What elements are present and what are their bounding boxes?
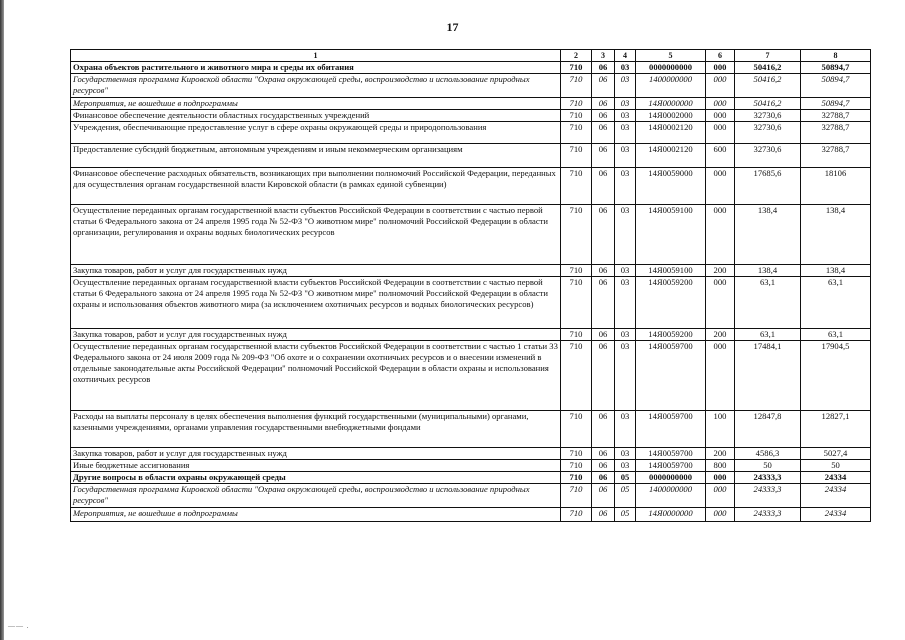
col-header: 8 <box>801 50 871 62</box>
table-row <box>71 110 871 122</box>
table-row <box>71 265 871 277</box>
expense-type: 000 <box>706 341 735 411</box>
row-name: Осуществление переданных органам государственной власти субъектов Российской Федерации в соответствии с частью первой статьи 6 Федерального закона от 24 апреля 1995 года № 52-ФЗ "О животном мире" полномочий Российской Федерации в области охраны и использования объектов животного мира (за исключением охотничьих ресурсов и водных биологических ресурсов) <box>71 277 561 329</box>
expense-type: 000 <box>706 484 735 508</box>
subsection-code: 03 <box>615 277 636 329</box>
subsection-code: 03 <box>615 62 636 74</box>
subsection-code: 05 <box>615 484 636 508</box>
grbs-code: 710 <box>561 277 592 329</box>
target-article: 14Я0002120 <box>636 144 706 168</box>
target-article: 14Я0000000 <box>636 508 706 522</box>
amount-year-2: 50894,7 <box>801 74 871 98</box>
section-code: 06 <box>592 460 615 472</box>
row-name: Закупка товаров, работ и услуг для государственных нужд <box>71 448 561 460</box>
table-body <box>71 62 871 522</box>
subsection-code: 03 <box>615 98 636 110</box>
section-code: 06 <box>592 448 615 460</box>
amount-year-2: 17904,5 <box>801 341 871 411</box>
section-code: 06 <box>592 205 615 265</box>
grbs-code: 710 <box>561 411 592 448</box>
target-article: 1400000000 <box>636 74 706 98</box>
table-row <box>71 329 871 341</box>
row-name: Расходы на выплаты персоналу в целях обеспечения выполнения функций государственными (муниципальными) органами, казенными учреждениями, органами управления государственными внебюджетными фондами <box>71 411 561 448</box>
subsection-code: 03 <box>615 168 636 205</box>
row-name: Финансовое обеспечение расходных обязательств, возникающих при выполнении полномочий Российской Федерации, переданных для осуществления органам государственной власти Кировской области (в рамках единой субвенции) <box>71 168 561 205</box>
grbs-code: 710 <box>561 329 592 341</box>
row-name: Мероприятия, не вошедшие в подпрограммы <box>71 508 561 522</box>
expense-type: 200 <box>706 448 735 460</box>
expense-type: 600 <box>706 144 735 168</box>
table-row <box>71 484 871 508</box>
grbs-code: 710 <box>561 472 592 484</box>
grbs-code: 710 <box>561 110 592 122</box>
amount-year-1: 138,4 <box>735 265 801 277</box>
section-code: 06 <box>592 277 615 329</box>
expense-type: 200 <box>706 265 735 277</box>
grbs-code: 710 <box>561 62 592 74</box>
amount-year-1: 12847,8 <box>735 411 801 448</box>
section-code: 06 <box>592 168 615 205</box>
col-header: 4 <box>615 50 636 62</box>
row-name: Государственная программа Кировской области "Охрана окружающей среды, воспроизводство и использование природных ресурсов" <box>71 484 561 508</box>
section-code: 06 <box>592 472 615 484</box>
target-article: 14Я0059700 <box>636 448 706 460</box>
grbs-code: 710 <box>561 460 592 472</box>
budget-table <box>70 49 871 522</box>
table-row <box>71 168 871 205</box>
subsection-code: 03 <box>615 265 636 277</box>
amount-year-2: 32788,7 <box>801 110 871 122</box>
amount-year-1: 138,4 <box>735 205 801 265</box>
amount-year-1: 17685,6 <box>735 168 801 205</box>
expense-type: 100 <box>706 411 735 448</box>
target-article: 14Я0000000 <box>636 98 706 110</box>
table-row <box>71 277 871 329</box>
grbs-code: 710 <box>561 98 592 110</box>
grbs-code: 710 <box>561 74 592 98</box>
grbs-code: 710 <box>561 122 592 144</box>
amount-year-2: 138,4 <box>801 205 871 265</box>
expense-type: 000 <box>706 122 735 144</box>
grbs-code: 710 <box>561 341 592 411</box>
table-row <box>71 411 871 448</box>
section-code: 06 <box>592 411 615 448</box>
expense-type: 000 <box>706 74 735 98</box>
amount-year-1: 50416,2 <box>735 98 801 110</box>
subsection-code: 03 <box>615 411 636 448</box>
row-name: Предоставление субсидий бюджетным, автономным учреждениям и иным некоммерческим организациям <box>71 144 561 168</box>
target-article: 1400000000 <box>636 484 706 508</box>
grbs-code: 710 <box>561 144 592 168</box>
subsection-code: 05 <box>615 472 636 484</box>
expense-type: 000 <box>706 508 735 522</box>
amount-year-1: 32730,6 <box>735 144 801 168</box>
corner-mark: —— . <box>8 622 30 630</box>
col-header: 5 <box>636 50 706 62</box>
table-row <box>71 62 871 74</box>
target-article: 14Я0002120 <box>636 122 706 144</box>
amount-year-2: 63,1 <box>801 277 871 329</box>
target-article: 14Я0059700 <box>636 411 706 448</box>
col-header: 2 <box>561 50 592 62</box>
expense-type: 800 <box>706 460 735 472</box>
amount-year-1: 63,1 <box>735 277 801 329</box>
expense-type: 000 <box>706 110 735 122</box>
section-code: 06 <box>592 74 615 98</box>
amount-year-1: 24333,3 <box>735 484 801 508</box>
section-code: 06 <box>592 508 615 522</box>
row-name: Учреждения, обеспечивающие предоставление услуг в сфере охраны окружающей среды и природопользования <box>71 122 561 144</box>
amount-year-1: 32730,6 <box>735 110 801 122</box>
grbs-code: 710 <box>561 484 592 508</box>
amount-year-1: 17484,1 <box>735 341 801 411</box>
table-row <box>71 460 871 472</box>
subsection-code: 03 <box>615 329 636 341</box>
row-name: Иные бюджетные ассигнования <box>71 460 561 472</box>
row-name: Финансовое обеспечение деятельности областных государственных учреждений <box>71 110 561 122</box>
amount-year-2: 32788,7 <box>801 144 871 168</box>
amount-year-2: 32788,7 <box>801 122 871 144</box>
amount-year-2: 24334 <box>801 508 871 522</box>
row-name: Осуществление переданных органам государственной власти субъектов Российской Федерации в соответствии с частью 1 статьи 33 Федерального закона от 24 июля 2009 года № 209-ФЗ "Об охоте и о сохранении охотничьих ресурсов и о внесении изменений в отдельные законодательные акты Российской Федерации" полномочий Российской Федерации в области охраны и использования охотничьих ресурсов <box>71 341 561 411</box>
page-number: 17 <box>446 20 459 34</box>
section-code: 06 <box>592 265 615 277</box>
section-code: 06 <box>592 144 615 168</box>
header-row <box>71 50 871 62</box>
col-header: 1 <box>71 50 561 62</box>
amount-year-2: 5027,4 <box>801 448 871 460</box>
amount-year-2: 24334 <box>801 484 871 508</box>
subsection-code: 03 <box>615 122 636 144</box>
amount-year-2: 50 <box>801 460 871 472</box>
row-name: Осуществление переданных органам государственной власти субъектов Российской Федерации в соответствии с частью первой статьи 6 Федерального закона от 24 апреля 1995 года № 52-ФЗ "О животном мире" полномочий Российской Федерации в области организации, регулирования и охраны водных биологических ресурсов <box>71 205 561 265</box>
target-article: 14Я0059000 <box>636 168 706 205</box>
expense-type: 200 <box>706 329 735 341</box>
table-row <box>71 144 871 168</box>
scan-edge <box>0 0 4 640</box>
row-name: Другие вопросы в области охраны окружающей среды <box>71 472 561 484</box>
amount-year-1: 63,1 <box>735 329 801 341</box>
target-article: 14Я0059700 <box>636 460 706 472</box>
amount-year-1: 50 <box>735 460 801 472</box>
section-code: 06 <box>592 484 615 508</box>
grbs-code: 710 <box>561 205 592 265</box>
subsection-code: 03 <box>615 448 636 460</box>
table-row <box>71 472 871 484</box>
row-name: Государственная программа Кировской области "Охрана окружающей среды, воспроизводство и использование природных ресурсов" <box>71 74 561 98</box>
row-name: Закупка товаров, работ и услуг для государственных нужд <box>71 329 561 341</box>
section-code: 06 <box>592 341 615 411</box>
table-row <box>71 205 871 265</box>
amount-year-2: 18106 <box>801 168 871 205</box>
section-code: 06 <box>592 62 615 74</box>
section-code: 06 <box>592 98 615 110</box>
amount-year-1: 32730,6 <box>735 122 801 144</box>
subsection-code: 05 <box>615 508 636 522</box>
expense-type: 000 <box>706 472 735 484</box>
subsection-code: 03 <box>615 205 636 265</box>
section-code: 06 <box>592 122 615 144</box>
amount-year-2: 24334 <box>801 472 871 484</box>
amount-year-2: 50894,7 <box>801 98 871 110</box>
grbs-code: 710 <box>561 448 592 460</box>
target-article: 14Я0059700 <box>636 341 706 411</box>
col-header: 3 <box>592 50 615 62</box>
grbs-code: 710 <box>561 508 592 522</box>
target-article: 0000000000 <box>636 62 706 74</box>
subsection-code: 03 <box>615 74 636 98</box>
expense-type: 000 <box>706 205 735 265</box>
target-article: 14Я0059100 <box>636 205 706 265</box>
row-name: Мероприятия, не вошедшие в подпрограммы <box>71 98 561 110</box>
col-header: 6 <box>706 50 735 62</box>
table-row <box>71 98 871 110</box>
subsection-code: 03 <box>615 341 636 411</box>
target-article: 14Я0059200 <box>636 277 706 329</box>
amount-year-1: 24333,3 <box>735 472 801 484</box>
expense-type: 000 <box>706 62 735 74</box>
expense-type: 000 <box>706 168 735 205</box>
table-row <box>71 508 871 522</box>
expense-type: 000 <box>706 98 735 110</box>
amount-year-1: 50416,2 <box>735 62 801 74</box>
amount-year-1: 24333,3 <box>735 508 801 522</box>
grbs-code: 710 <box>561 265 592 277</box>
amount-year-2: 63,1 <box>801 329 871 341</box>
target-article: 14Я0059200 <box>636 329 706 341</box>
col-header: 7 <box>735 50 801 62</box>
row-name: Закупка товаров, работ и услуг для государственных нужд <box>71 265 561 277</box>
expense-type: 000 <box>706 277 735 329</box>
table-row <box>71 122 871 144</box>
amount-year-2: 50894,7 <box>801 62 871 74</box>
table-row <box>71 448 871 460</box>
amount-year-1: 50416,2 <box>735 74 801 98</box>
table-row <box>71 74 871 98</box>
grbs-code: 710 <box>561 168 592 205</box>
subsection-code: 03 <box>615 460 636 472</box>
amount-year-2: 138,4 <box>801 265 871 277</box>
table-row <box>71 341 871 411</box>
target-article: 0000000000 <box>636 472 706 484</box>
target-article: 14Я0002000 <box>636 110 706 122</box>
amount-year-1: 4586,3 <box>735 448 801 460</box>
section-code: 06 <box>592 329 615 341</box>
subsection-code: 03 <box>615 144 636 168</box>
row-name: Охрана объектов растительного и животного мира и среды их обитания <box>71 62 561 74</box>
target-article: 14Я0059100 <box>636 265 706 277</box>
amount-year-2: 12827,1 <box>801 411 871 448</box>
section-code: 06 <box>592 110 615 122</box>
subsection-code: 03 <box>615 110 636 122</box>
